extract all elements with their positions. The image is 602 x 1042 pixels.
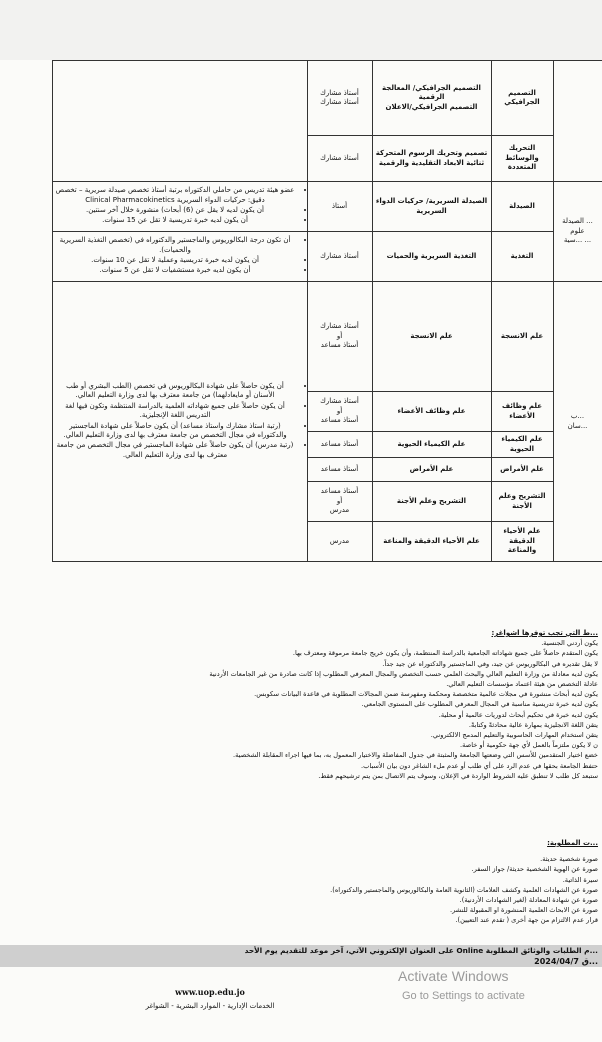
rank-cell: أستاذ مشارك <box>307 136 372 182</box>
requirement-item: • أن تكون درجة البكالوريوس والماجستير والدكتوراه في (تخصص التغذية السريرية والحميات). <box>56 236 295 255</box>
activation-watermark: Activate Windows <box>398 968 509 984</box>
condition-line: يكون المتقدم حاصلاً على جميع شهاداته الجامعية بالدراسة المنتظمة، وأن يكون خريج جامعة مرموقة ومعترف بها. <box>292 649 598 658</box>
subject-cell: التغذية السريرية والحميات <box>372 232 491 282</box>
specialization-cell: الصيدلة <box>491 182 553 232</box>
condition-line: حتفظ الجامعة بحقها في عدم الرد على أي طلب أو عدم ملء الشاغر دون بيان الأسباب. <box>361 761 598 770</box>
subject-cell: الصيدلة السريرية/ حركيات الدواء السريرية <box>372 182 491 232</box>
requirements-cell <box>52 282 307 562</box>
requirements-cell-empty <box>52 61 307 182</box>
requirement-item: • عضو هيئة تدريس من حاملي الدكتوراه برتبة أستاذ تخصص صيدلة سريرية – تخصص دقيق: حركيات الدواء السريرية Clinical Pharmacokinetics <box>56 186 295 205</box>
condition-line: لا يقل تقديره في البكالوريوس عن جيد، وفي الماجستير والدكتوراه عن جيد جداً. <box>382 659 598 668</box>
subject-cell: علم وظائف الأعضاء <box>372 392 491 432</box>
subject-cell: التشريح وعلم الأجنة <box>372 482 491 522</box>
table-row <box>0 282 602 392</box>
rank-cell: أستاذ <box>307 182 372 232</box>
condition-line: يكون لديه خبرة في تحكيم أبحاث لدوريات عالمية أو محلية. <box>438 710 598 719</box>
condition-line: عادلة التخصص من هيئة اعتماد مؤسسات التعليم العالي. <box>446 680 598 689</box>
documents-section <box>0 838 602 926</box>
document-line: سيرة الذاتية. <box>562 875 598 884</box>
document-line: صورة عن شهادة المعادلة (لغير الشهادات الأردنية). <box>459 896 598 905</box>
specialization-cell: علم الكيمياء الحيوية <box>491 432 553 458</box>
condition-line: ن لا يكون ملتزماً بالعمل لأي جهة حكومية أو خاصة. <box>460 741 598 750</box>
submission-footer <box>0 945 602 967</box>
department-cell: ...ب ...سان <box>553 282 602 562</box>
subject-cell: علم الانسجة <box>372 282 491 392</box>
document-line: صورة عن الابحاث العلمية المنشورة او المقبولة للنشر. <box>449 906 598 915</box>
condition-line: يكون لديه خبرة تدريسية مناسبة في المجال المعرفي المطلوب على المستوى الجامعي. <box>361 700 598 709</box>
condition-line: يتقن استخدام المهارات الحاسوبية والتعليم المدمج الالكتروني. <box>430 731 598 740</box>
blank-cell <box>0 232 52 282</box>
department-cell: ... الصيدلة علوم ... ...سية <box>553 182 602 282</box>
table-row <box>0 232 602 282</box>
condition-line: يتقن اللغة الانجليزية بمهارة عالية محادثةً وكتابةً. <box>468 720 598 729</box>
condition-line: يكون أردني الجنسية. <box>541 639 598 648</box>
department-signature: الخدمات الإدارية - الموارد البشرية - الشواغر <box>145 1002 275 1010</box>
table-row <box>0 61 602 136</box>
rank-cell: أستاذ مشارك <box>307 232 372 282</box>
subject-cell: علم الأمراض <box>372 458 491 482</box>
rank-cell: أستاذ مشارك أو أستاذ مساعد <box>307 392 372 432</box>
requirement-item: • أن يكون لديه لا يقل عن (6) أبحاث) منشورة خلال آخر سنتين. <box>56 206 295 215</box>
requirement-item: • أن يكون لديه خبرة مستشفيات لا تقل عن 5 سنوات. <box>56 266 295 275</box>
condition-line: يكون لديه أبحاث منشورة في مجلات عالمية متخصصة ومحكمة ومفهرسة ضمن المجالات المطلوبة في قاعدة البيانات سكوبس. <box>254 690 598 699</box>
vacancies-table <box>0 60 602 562</box>
document-line: صورة عن الهوية الشخصية حديثة/ جواز السفر. <box>471 865 598 874</box>
rank-cell: أستاذ مساعد <box>307 432 372 458</box>
specialization-cell: التشريح وعلم الأجنة <box>491 482 553 522</box>
department-cell <box>553 61 602 182</box>
requirement-item: • أن يكون لديه خبرة تدريسية لا تقل عن 15 سنوات. <box>56 216 295 225</box>
deadline-date: ...ق 2024/04/7 <box>534 957 598 966</box>
specialization-cell: علم الأحياء الدقيقة والمناعة <box>491 522 553 562</box>
document-line: قرار عدم الالتزام من جهة أخرى ( تقدم عند التعيين). <box>455 916 598 925</box>
table-row <box>0 182 602 232</box>
specialization-cell: التغذية <box>491 232 553 282</box>
condition-line: يكون لديه معادلة من وزارة التعليم العالي والبحث العلمي حسب التخصص والمجال المعرفي المطلوب إذا كانت صادرة من غير الجامعات الأردنية <box>209 669 598 678</box>
requirement-item: • أن يكون لديه خبرة تدريسية وعملية لا تقل عن 10 سنوات. <box>56 256 295 265</box>
subject-cell: علم الأحياء الدقيقة والمناعة <box>372 522 491 562</box>
requirements-cell <box>52 232 307 282</box>
subject-cell: علم الكيمياء الحيوية <box>372 432 491 458</box>
specialization-cell: علم الأمراض <box>491 458 553 482</box>
rank-cell: مدرس <box>307 522 372 562</box>
blank-cell <box>0 182 52 232</box>
rank-cell: أستاذ مشارك أستاذ مشارك <box>307 61 372 136</box>
website-link[interactable]: www.uop.edu.jo <box>175 987 245 997</box>
specialization-cell: التصميم الجرافيكي <box>491 61 553 136</box>
specialization-cell: علم الانسجة <box>491 282 553 392</box>
condition-line: خضع اختيار المتقدمين للأسس التي وضعتها الجامعة والمثبتة في جدول المفاضلة والاختيار المعمول به، بما فيها اجراء المقابلة الشخصية. <box>232 751 598 760</box>
condition-line: ستبعد كل طلب لا تنطبق عليه الشروط الواردة في الإعلان، وسوف يتم الاتصال بمن يتم ترشيحهم فقط. <box>318 771 598 780</box>
requirements-cell <box>52 182 307 232</box>
blank-cell <box>0 61 52 182</box>
activation-watermark-subtext: Go to Settings to activate <box>402 990 525 1002</box>
rank-cell: أستاذ مساعد أو مدرس <box>307 482 372 522</box>
requirement-item: • (رتبة مدرس) أن يكون حاصلاً على شهادة الماجستير في مجال التخصص من جامعة معترف بها لدى وزارة التعليم العالي. <box>56 441 295 460</box>
conditions-heading: ...ط التي تجب توفرها اشواغر: <box>491 629 598 637</box>
blank-cell <box>0 282 52 562</box>
documents-heading: ...ت المطلوبة: <box>547 839 598 847</box>
requirement-item: • أن يكون حاصلاً على شهادة البكالوريوس في تخصص (الطب البشري أو طب الأسنان أو مايعادلهما) من جامعة معترف بها لدى وزارة التعليم العالي. <box>56 382 295 401</box>
document-line: صورة عن الشهادات العلمية وكشف العلامات (الثانوية العامة والبكالوريوس والماجستير والدكتوراه). <box>330 885 598 894</box>
rank-cell: أستاذ مشارك أو أستاذ مساعد <box>307 282 372 392</box>
document-line: صورة شخصية حديثة. <box>540 855 598 864</box>
requirement-item: • (رتبة استاذ مشارك واستاذ مساعد) أن يكون حاصلاً على شهادة الماجستير والدكتوراه في مجال التخصص من جامعة معترف بها لدى وزارة التعليم العالي. <box>56 422 295 441</box>
submission-text: ...م الطلبات والوثائق المطلوبة Online على العنوان الإلكتروني الآتي، آخر موعد للتقديم يوم الأحد <box>244 946 598 955</box>
conditions-section <box>0 628 602 781</box>
specialization-cell: التحريك والوسائط المتعددة <box>491 136 553 182</box>
requirement-item: • أن يكون حاصلاً على جميع شهاداته العلمية بالدراسة المنتظمة وتكون فيها لغة التدريس اللغة الإنجليزية. <box>56 402 295 421</box>
rank-cell: أستاذ مساعد <box>307 458 372 482</box>
subject-cell: تصميم وتحريك الرسوم المتحركة ثنائية الابعاد التقليدية والرقمية <box>372 136 491 182</box>
subject-cell: التصميم الجرافيكي/ المعالجة الرقمية التصميم الجرافيكي/الاعلان <box>372 61 491 136</box>
specialization-cell: علم وظائف الأعضاء <box>491 392 553 432</box>
